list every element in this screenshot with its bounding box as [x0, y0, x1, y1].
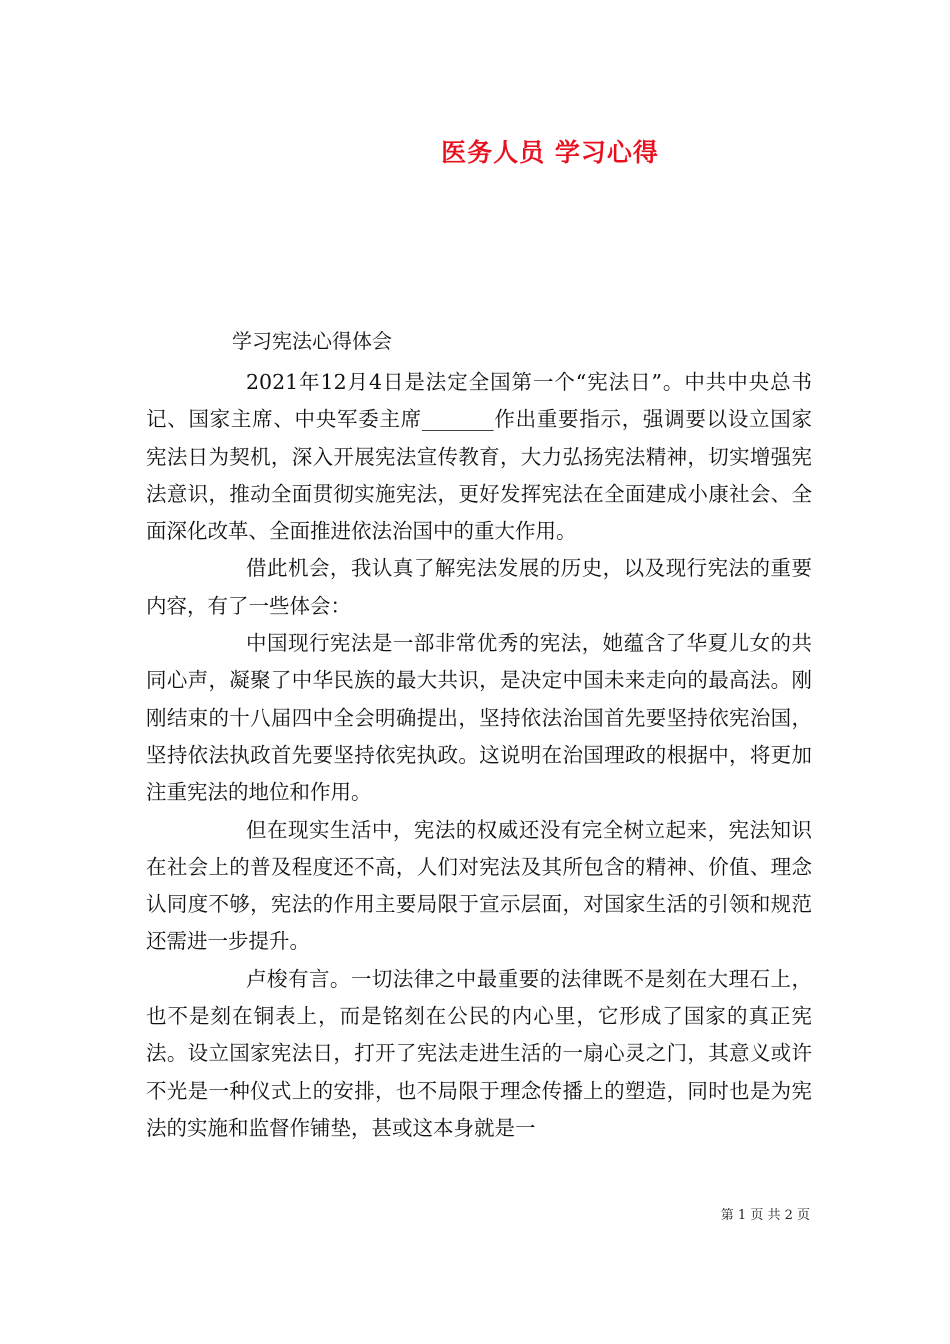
- page-indicator: 第 1 页 共 2 页: [720, 1208, 810, 1223]
- paragraph: 卢梭有言。一切法律之中最重要的法律既不是刻在大理石上，也不是刻在铜表上，而是铭刻在公民的内心里，它形成了国家的真正宪法。设立国家宪法日，打开了宪法走进生活的一扇心灵之门，其意义或许不光是一种仪式上的安排，也不局限于理念传播上的塑造，同时也是为宪法的实施和监督作铺垫，甚或这本身就是一: [146, 966, 812, 1140]
- paragraph: 但在现实生活中，宪法的权威还没有完全树立起来，宪法知识在社会上的普及程度还不高，人们对宪法及其所包含的精神、价值、理念认同度不够，宪法的作用主要局限于宣示层面，对国家生活的引领和规范还需进一步提升。: [146, 817, 812, 954]
- paragraph: 中国现行宪法是一部非常优秀的宪法，她蕴含了华夏儿女的共同心声，凝聚了中华民族的最大共识，是决定中国未来走向的最高法。刚刚结束的十八届四中全会明确提出，坚持依法治国首先要坚持依宪治国，坚持依法执政首先要坚持依宪执政。这说明在治国理政的根据中，将更加注重宪法的地位和作用。: [146, 631, 812, 805]
- document-body: [146, 364, 812, 1147]
- document-subtitle: 学习宪法心得体会: [232, 329, 392, 353]
- paragraph: 借此机会，我认真了解宪法发展的历史，以及现行宪法的重要内容，有了一些体会：: [146, 556, 812, 618]
- paragraph: 2021年12月4日是法定全国第一个“宪法日”。中共中央总书记、国家主席、中央军委主席_______作出重要指示，强调要以设立国家宪法日为契机，深入开展宪法宣传教育，大力弘扬宪法精神，切实增强宪法意识，推动全面贯彻实施宪法，更好发挥宪法在全面建成小康社会、全面深化改革、全面推进依法治国中的重大作用。: [146, 370, 812, 544]
- document-title: 医务人员 学习心得: [441, 138, 659, 167]
